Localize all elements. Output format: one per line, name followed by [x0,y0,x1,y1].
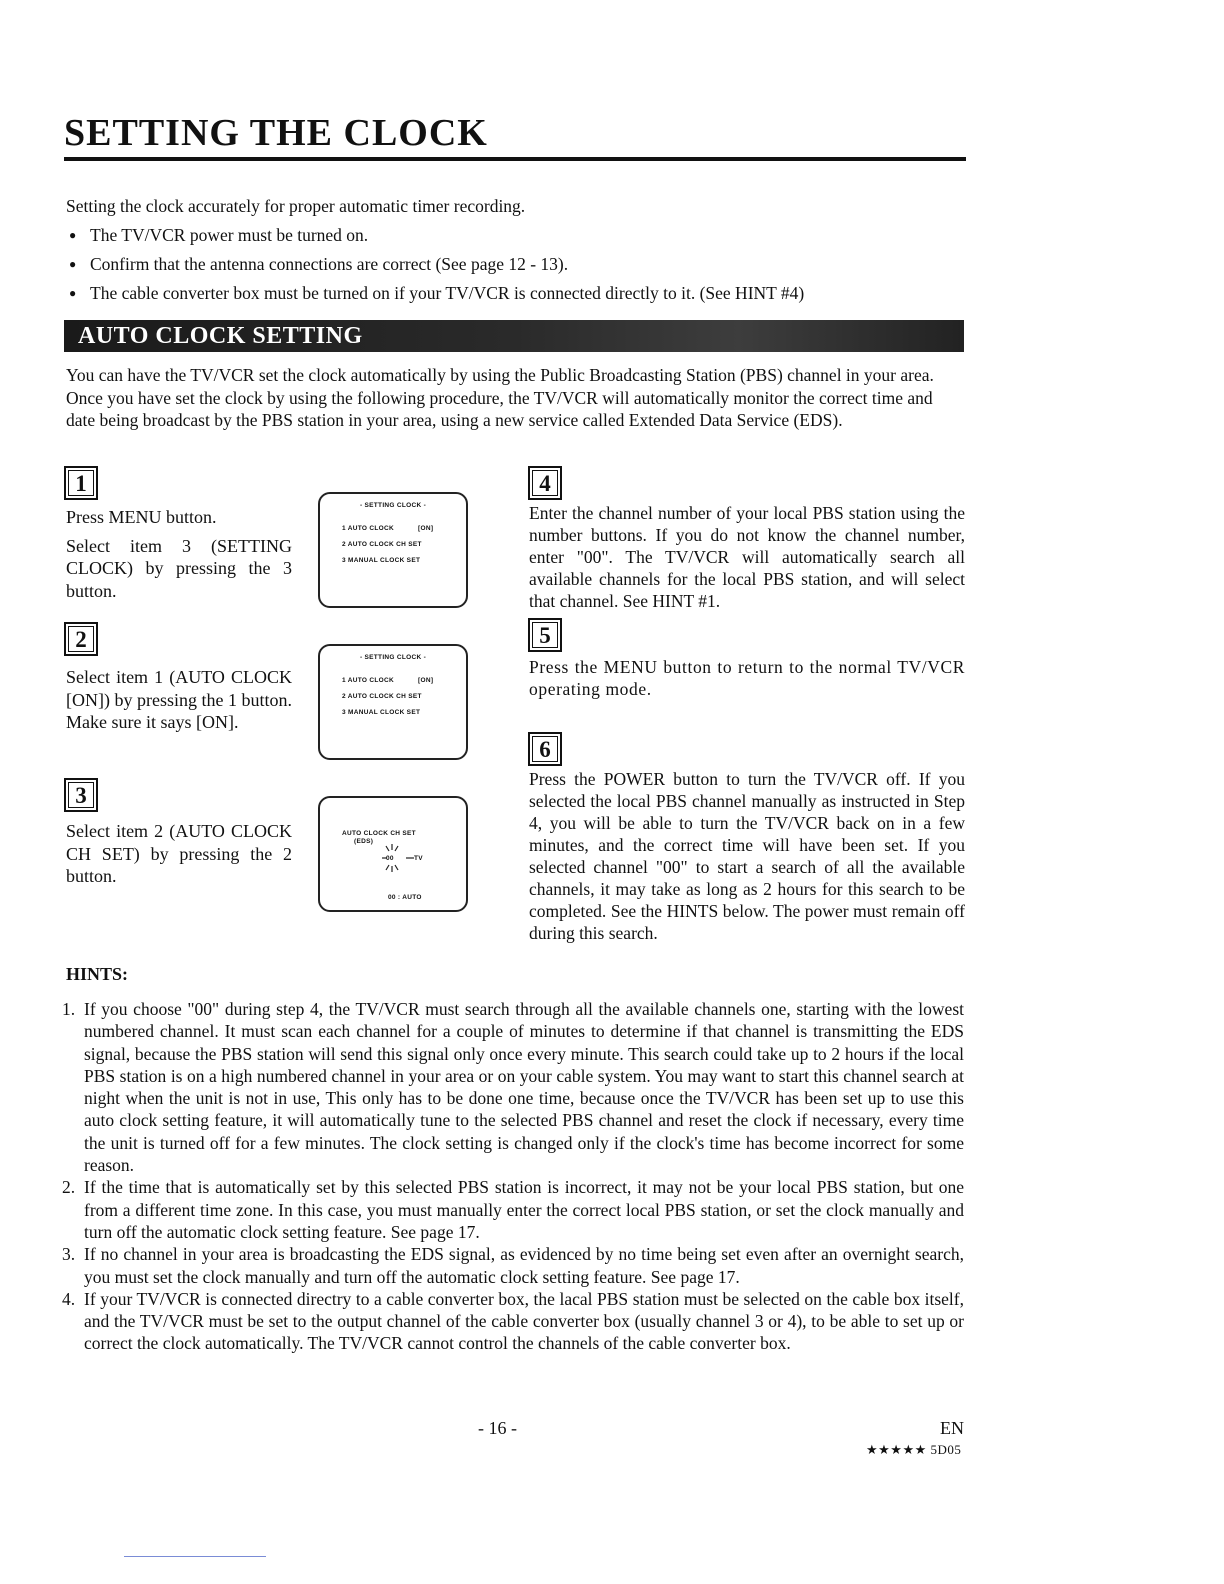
tv-screen-search [318,796,468,912]
step-1-text [66,506,292,608]
hint-number: 1. [62,999,76,1019]
bottom-divider [124,1556,266,1557]
screen-search-footer: 00 : AUTO [388,894,422,901]
list-item: ● The cable converter box must be turned on if your TV/VCR is connected directly to it. (See HINT #4) [66,279,966,308]
hint-text: If your TV/VCR is connected directry to a cable converter box, the lacal PBS station must be selected on the cable box itself, and the TV/VCR must be set to the output channel of the cable converter box (usually channel 3 or 4), to be able to set up or correct the clock automatically. The TV/VCR cannot control the channels of the cable converter box. [84,1288,964,1354]
screen-on-value: [ON] [418,677,434,684]
screen-item-manual-clock-set: 3 MANUAL CLOCK SET [342,557,421,564]
step-number-3: 3 [64,778,98,812]
requirements-list [66,221,966,308]
hint-text: If the time that is automatically set by this selected PBS station is incorrect, it may not be your local PBS station, but one from a different time zone. In this case, you must manually enter the correct local PBS station, or set the clock manually and turn off the automatic clock setting feature. See page 17. [84,1177,964,1242]
hint-number: 4. [62,1288,76,1309]
intro-text: Setting the clock accurately for proper automatic timer recording. [66,196,526,216]
step-1-para-2: Select item 3 (SETTING CLOCK) by pressing the 3 button. [66,535,292,601]
intro-block [66,192,966,308]
section-header-bar [64,320,964,352]
step-number-1: 1 [64,466,98,500]
hints-title: HINTS: [66,964,129,984]
step-number-5: 5 [528,618,562,652]
screen-item-auto-clock: 1 AUTO CLOCK [342,677,394,684]
hint-text: If no channel in your area is broadcasting the EDS signal, as evidenced by no time being set even after an overnight search, you must set the clock manually and turn off the automatic clock setting feature. See page 17. [84,1244,964,1287]
list-item [62,1176,964,1243]
screen-item-auto-clock-ch-set: 2 AUTO CLOCK CH SET [342,693,422,700]
hint-text: If you choose "00" during step 4, the TV/VCR must search through all the available channels one, starting with the lowest numbered channel. It must scan each channel for a couple of minutes to determine if that channel is transmitting the EDS signal, because the PBS station will send this signal only once every minute. This search could take up to 2 hours if the local PBS station is on a high numbered channel in your area or on your cable system. You may want to start this channel search at night when the unit is not in use, This only has to be done one time, because once the TV/VCR has been set up to use this auto clock setting feature, it will automatically tune to the selected PBS channel and reset the clock if necessary, every time the unit is turned off for a few minutes. The clock setting is changed only if the clock's time has become incorrect for some reason. [84,999,964,1176]
screen-search-tv: TV [414,855,423,862]
hints-list [62,998,964,1355]
screen-on-value: [ON] [418,525,434,532]
screen-item-auto-clock-ch-set: 2 AUTO CLOCK CH SET [342,541,422,548]
tv-screen-menu-2 [318,644,468,760]
screen-item-manual-clock-set: 3 MANUAL CLOCK SET [342,709,421,716]
list-item [62,1243,964,1288]
step-3-para-1: Select item 2 (AUTO CLOCK CH SET) by pressing the 2 button. [66,821,292,886]
step-1-para-1: Press MENU button. [66,507,217,527]
hint-number: 3. [62,1244,76,1265]
list-item: ● Confirm that the antenna connections are correct (See page 12 - 13). [66,250,966,279]
step-3-text [66,820,292,894]
title-divider [64,157,966,161]
page-title: SETTING THE CLOCK [64,112,488,154]
screen-search-channel: 00 [386,855,394,862]
step-4-text: Enter the channel number of your local PBS station using the number buttons. If you do not know the channel number, enter "00". The TV/VCR will automatically search all available channels for the local PBS station, and will select that channel. See HINT #1. [529,503,965,611]
tv-screen-menu-1 [318,492,468,608]
screen-item-auto-clock: 1 AUTO CLOCK [342,525,394,532]
step-number-4: 4 [528,466,562,500]
step-number-2: 2 [64,622,98,656]
list-item: ● The TV/VCR power must be turned on. [66,221,966,250]
language-code: EN [940,1418,964,1438]
searching-sparkle-icon [378,842,418,874]
step-6-text: Press the POWER button to turn the TV/VCR off. If you selected the local PBS channel manually as instructed in Step 4, you will be able to turn the TV/VCR back on in a few minutes, and the correct time will have been set. If you selected channel "00" to start a search of all the available channels, it may take as long as 2 hours for this search to be completed. See the HINTS below. The power must remain off during this search. [529,769,965,943]
hint-number: 2. [62,1177,76,1198]
step-2-para-1: Select item 1 (AUTO CLOCK [ON]) by pressing the 1 button. Make sure it says [ON]. [66,667,292,732]
page-number: - 16 - [478,1418,517,1438]
screen-search-eds: (EDS) [354,838,374,845]
section-intro: You can have the TV/VCR set the clock automatically by using the Public Broadcasting Station (PBS) channel in your area. Once you have set the clock by using the following procedure, the TV/VCR will automatically monitor the correct time and date being broadcast by the PBS station in your area, using a new service called Extended Data Service (EDS). [66,365,934,430]
screen-header: - SETTING CLOCK - [359,654,427,661]
list-item [62,998,964,1176]
section-title: AUTO CLOCK SETTING [78,323,363,349]
screen-search-title: AUTO CLOCK CH SET [342,830,416,837]
list-item [62,1288,964,1355]
document-code: ★★★★★ 5D05 [866,1442,962,1457]
step-5-text: Press the MENU button to return to the normal TV/VCR operating mode. [529,657,965,699]
step-2-text [66,666,292,740]
screen-header: - SETTING CLOCK - [359,502,427,509]
step-number-6: 6 [528,732,562,766]
